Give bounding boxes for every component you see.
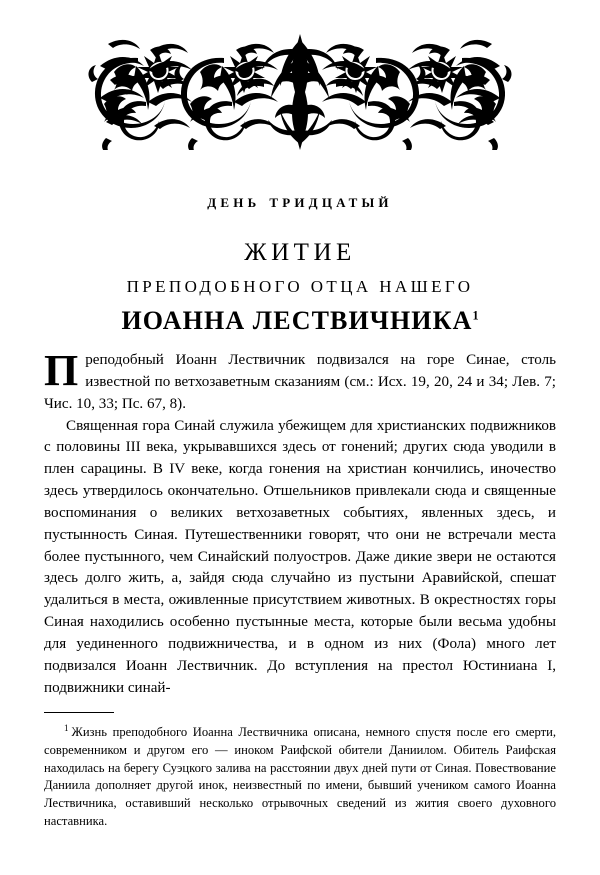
footnote-marker: 1 [64,723,69,734]
footnote-text: Жизнь преподобного Иоанна Лествичника описана, немного спустя после его смерти, современником и другом его — иноком Раифской обители Даниилом. Обитель Раифская находилась на берегу Суэцкого залива на расстоянии двух дней пути от Синая. Повествование Даниила дополняет другой инок, неизвестный по имени, бывший учеником самого Иоанна Лествичника, оставивший несколько отрывочных сведений из жития своего духовного наставника. [44,725,556,828]
day-heading: день тридцатый [207,191,393,212]
title-block [44,192,556,336]
page-title: ЖИТИЕ [244,238,356,266]
footnote-separator-rule [44,712,114,713]
body-text [44,346,556,700]
footnote [44,712,556,830]
saint-name-footnote-marker: 1 [472,308,479,323]
footnote-body [44,720,556,830]
paragraph-2: Священная гора Синай служила убежищем для христианских подвижников с половины III века, укрывавшихся здесь от гонений; других сюда уводили в плен сарацины. В IV веке, когда гонения на христиан кончились, иночество здесь утвердилось окончательно. Отшельников привлекали сюда и священные воспоминания о великих ветхозаветных событиях, явленных здесь, и пустынность Синая. Путешественники говорят, что они не встречали места более пустынного, чем Синайский полуостров. Даже дикие звери не остаются здесь долго жить, а, зайдя сюда случайно из пустыни Аравийской, спешат удалиться в места, оживленные присутствием животных. В окрестностях горы Синая находились особенно пустынные места, которые были весьма удобны для уединенного подвижничества, и в одном из них (Фола) много лет подвизался Иоанн Лествичник. До вступления на престол Юстиниана I, подвижники синай- [44,417,556,696]
saint-name-text: ИОАННА ЛЕСТВИЧНИКА [121,306,473,336]
floral-vignette-headpiece-icon [86,34,514,150]
paragraph-1-text: реподобный Иоанн Лествичник подвизался на горе Синае, столь известной по ветхозаветным сказаниям (см.: Исх. 19, 20, 24 и 34; Лев. 7; Чис. 10, 33; Пс. 67, 8). [44,352,556,412]
drop-cap: П [44,346,79,395]
paragraph-1 [44,346,556,416]
saint-name-heading [44,307,556,336]
title-subtitle: ПРЕПОДОБНОГО ОТЦА НАШЕГО [126,277,474,297]
